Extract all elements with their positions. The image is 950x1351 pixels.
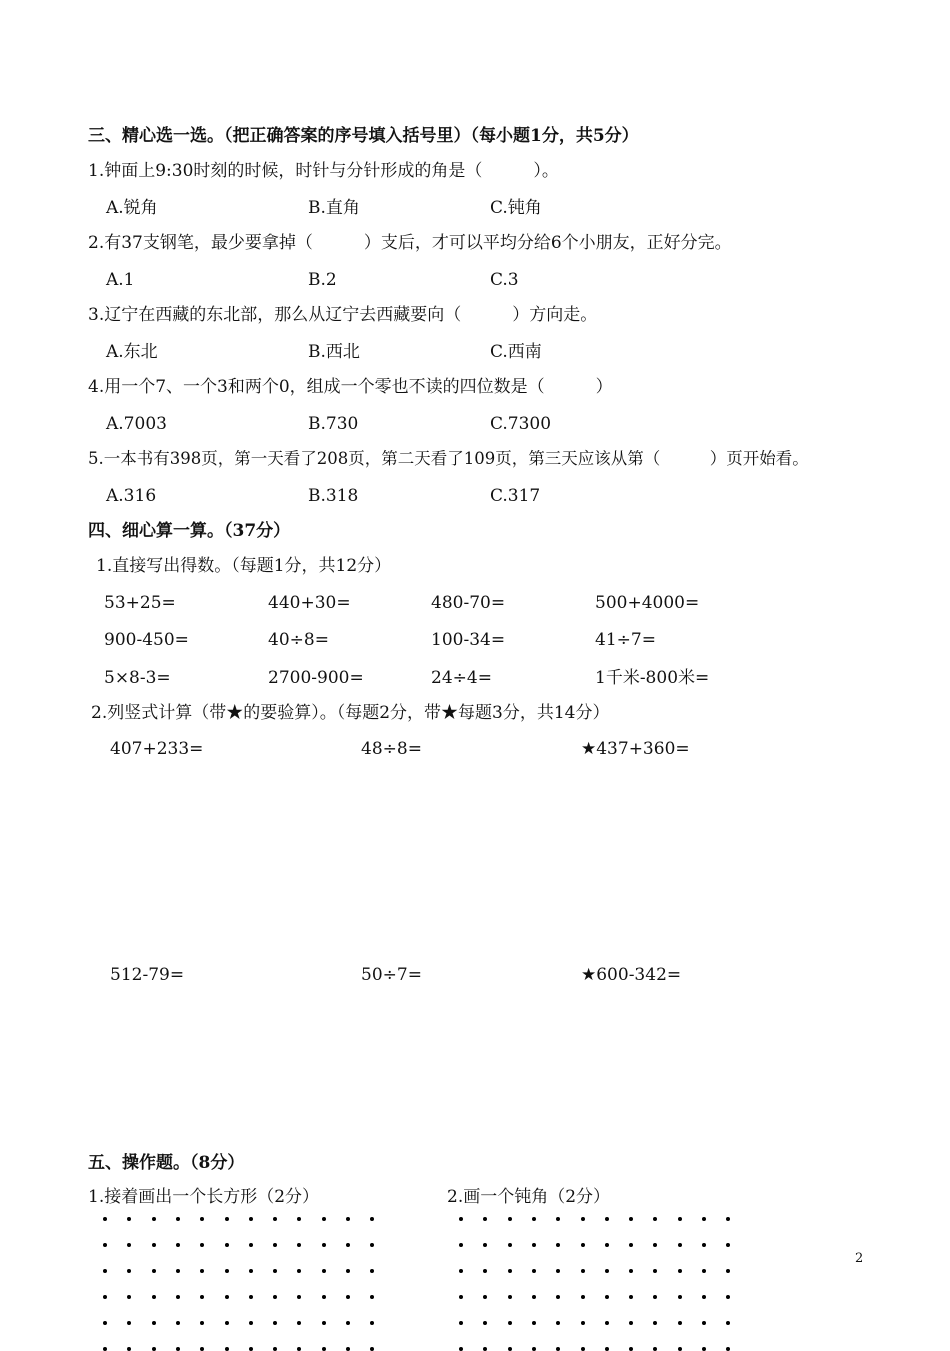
grid-dot <box>581 1321 585 1325</box>
calc-item: 500+4000= <box>595 593 700 613</box>
grid-dot <box>346 1269 350 1273</box>
q3-option-a: A.东北 <box>106 342 158 362</box>
grid-dot <box>678 1217 682 1221</box>
q1-option-b: B.直角 <box>308 198 360 218</box>
grid-dot <box>322 1269 326 1273</box>
grid-dot <box>176 1243 180 1247</box>
grid-dot <box>249 1321 253 1325</box>
grid-dot <box>103 1243 107 1247</box>
grid-dot <box>176 1217 180 1221</box>
grid-dot <box>297 1243 301 1247</box>
grid-dot <box>322 1217 326 1221</box>
grid-dot <box>297 1295 301 1299</box>
grid-dot <box>581 1347 585 1351</box>
grid-dot <box>127 1243 131 1247</box>
grid-dot <box>322 1347 326 1351</box>
grid-dot <box>678 1243 682 1247</box>
grid-dot <box>629 1269 633 1273</box>
grid-dot <box>508 1269 512 1273</box>
grid-dot <box>103 1321 107 1325</box>
grid-dot <box>322 1243 326 1247</box>
grid-dot <box>605 1217 609 1221</box>
grid-dot <box>273 1347 277 1351</box>
vertical-calc-item: 407+233= <box>110 739 204 759</box>
calc-item: 900-450= <box>104 630 189 650</box>
grid-dot <box>322 1295 326 1299</box>
grid-dot <box>249 1269 253 1273</box>
calc-item: 100-34= <box>431 630 506 650</box>
grid-dot <box>200 1295 204 1299</box>
grid-dot <box>200 1347 204 1351</box>
grid-dot <box>702 1321 706 1325</box>
grid-dot <box>103 1347 107 1351</box>
calc-item: 53+25= <box>104 593 176 613</box>
section-5-heading: 五、操作题。（8分） <box>88 1153 245 1173</box>
grid-dot <box>225 1321 229 1325</box>
q2-option-a: A.1 <box>106 270 135 290</box>
task-2-text: 2.画一个钝角（2分） <box>447 1187 611 1207</box>
grid-dot <box>605 1321 609 1325</box>
grid-dot <box>702 1295 706 1299</box>
grid-dot <box>556 1347 560 1351</box>
grid-dot <box>225 1347 229 1351</box>
grid-dot <box>459 1217 463 1221</box>
grid-dot <box>702 1217 706 1221</box>
grid-dot <box>370 1269 374 1273</box>
grid-dot <box>322 1321 326 1325</box>
grid-dot <box>605 1347 609 1351</box>
grid-dot <box>176 1321 180 1325</box>
grid-dot <box>508 1217 512 1221</box>
grid-dot <box>273 1243 277 1247</box>
grid-dot <box>483 1321 487 1325</box>
grid-dot <box>152 1295 156 1299</box>
grid-dot <box>176 1347 180 1351</box>
grid-dot <box>581 1269 585 1273</box>
grid-dot <box>605 1295 609 1299</box>
grid-dot <box>605 1243 609 1247</box>
grid-dot <box>726 1243 730 1247</box>
grid-dot <box>297 1269 301 1273</box>
grid-dot <box>200 1243 204 1247</box>
calc-item: 24÷4= <box>431 668 492 688</box>
q1-option-a: A.锐角 <box>106 198 158 218</box>
grid-dot <box>726 1295 730 1299</box>
vertical-calc-item: ★437+360= <box>581 739 690 759</box>
grid-dot <box>346 1295 350 1299</box>
grid-dot <box>483 1243 487 1247</box>
grid-dot <box>556 1321 560 1325</box>
grid-dot <box>225 1295 229 1299</box>
question-1-text: 1.钟面上9:30时刻的时候，时针与分针形成的角是（ ）。 <box>88 161 559 181</box>
section-3-heading: 三、精心选一选。（把正确答案的序号填入括号里）（每小题1分，共5分） <box>88 126 639 146</box>
grid-dot <box>127 1321 131 1325</box>
grid-dot <box>483 1347 487 1351</box>
grid-dot <box>629 1243 633 1247</box>
vertical-calc-item: 50÷7= <box>361 965 422 985</box>
grid-dot <box>508 1321 512 1325</box>
q2-option-b: B.2 <box>308 270 337 290</box>
grid-dot <box>103 1295 107 1299</box>
grid-dot <box>532 1347 536 1351</box>
question-2-text: 2.有37支钢笔，最少要拿掉（ ）支后，才可以平均分给6个小朋友，正好分完。 <box>88 233 732 253</box>
grid-dot <box>459 1347 463 1351</box>
grid-dot <box>678 1347 682 1351</box>
grid-dot <box>726 1217 730 1221</box>
grid-dot <box>532 1269 536 1273</box>
grid-dot <box>273 1321 277 1325</box>
grid-dot <box>629 1295 633 1299</box>
q5-option-b: B.318 <box>308 486 359 506</box>
grid-dot <box>152 1347 156 1351</box>
grid-dot <box>532 1321 536 1325</box>
grid-dot <box>653 1295 657 1299</box>
grid-dot <box>459 1321 463 1325</box>
grid-dot <box>370 1217 374 1221</box>
question-4-text: 4.用一个7、一个3和两个0，组成一个零也不读的四位数是（ ） <box>88 377 613 397</box>
grid-dot <box>176 1269 180 1273</box>
q4-option-b: B.730 <box>308 414 359 434</box>
grid-dot <box>249 1217 253 1221</box>
grid-dot <box>200 1269 204 1273</box>
grid-dot <box>225 1269 229 1273</box>
grid-dot <box>653 1347 657 1351</box>
grid-dot <box>297 1217 301 1221</box>
grid-dot <box>103 1269 107 1273</box>
grid-dot <box>346 1243 350 1247</box>
grid-dot <box>370 1243 374 1247</box>
grid-dot <box>127 1269 131 1273</box>
calc-item: 2700-900= <box>268 668 364 688</box>
grid-dot <box>532 1217 536 1221</box>
grid-dot <box>273 1295 277 1299</box>
grid-dot <box>678 1295 682 1299</box>
grid-dot <box>200 1217 204 1221</box>
grid-dot <box>653 1243 657 1247</box>
q5-option-c: C.317 <box>490 486 541 506</box>
grid-dot <box>581 1295 585 1299</box>
question-3-text: 3.辽宁在西藏的东北部，那么从辽宁去西藏要向（ ）方向走。 <box>88 305 598 325</box>
grid-dot <box>225 1217 229 1221</box>
vertical-calc-item: 512-79= <box>110 965 185 985</box>
grid-dot <box>152 1243 156 1247</box>
section-4-heading: 四、细心算一算。（37分） <box>88 521 291 541</box>
grid-dot <box>103 1217 107 1221</box>
grid-dot <box>127 1295 131 1299</box>
grid-dot <box>581 1243 585 1247</box>
grid-dot <box>605 1269 609 1273</box>
calc-item: 40÷8= <box>268 630 329 650</box>
q2-option-c: C.3 <box>490 270 519 290</box>
grid-dot <box>678 1269 682 1273</box>
grid-dot <box>702 1269 706 1273</box>
task-1-text: 1.接着画出一个长方形（2分） <box>88 1187 320 1207</box>
grid-dot <box>726 1269 730 1273</box>
grid-dot <box>629 1217 633 1221</box>
grid-dot <box>629 1321 633 1325</box>
grid-dot <box>556 1243 560 1247</box>
question-5-text: 5.一本书有398页，第一天看了208页，第二天看了109页，第三天应该从第（ ）页开始看。 <box>88 449 809 468</box>
grid-dot <box>346 1347 350 1351</box>
calc-item: 480-70= <box>431 593 506 613</box>
grid-dot <box>726 1347 730 1351</box>
grid-dot <box>532 1295 536 1299</box>
q1-option-c: C.钝角 <box>490 198 542 218</box>
grid-dot <box>483 1269 487 1273</box>
grid-dot <box>508 1347 512 1351</box>
grid-dot <box>249 1347 253 1351</box>
calc-item: 41÷7= <box>595 630 656 650</box>
grid-dot <box>152 1321 156 1325</box>
grid-dot <box>629 1347 633 1351</box>
grid-dot <box>726 1321 730 1325</box>
grid-dot <box>459 1269 463 1273</box>
grid-dot <box>483 1295 487 1299</box>
grid-dot <box>556 1269 560 1273</box>
grid-dot <box>127 1347 131 1351</box>
q3-option-b: B.西北 <box>308 342 360 362</box>
calc-item: 440+30= <box>268 593 351 613</box>
calc-item: 5×8-3= <box>104 668 171 688</box>
grid-dot <box>556 1295 560 1299</box>
grid-dot <box>483 1217 487 1221</box>
page-number: 2 <box>855 1251 864 1266</box>
grid-dot <box>249 1295 253 1299</box>
grid-dot <box>653 1269 657 1273</box>
grid-dot <box>225 1243 229 1247</box>
grid-dot <box>653 1217 657 1221</box>
grid-dot <box>176 1295 180 1299</box>
q4-option-a: A.7003 <box>106 414 167 434</box>
grid-dot <box>249 1243 253 1247</box>
calc-item: 1千米-800米= <box>595 668 710 688</box>
grid-dot <box>273 1217 277 1221</box>
grid-dot <box>459 1295 463 1299</box>
grid-dot <box>459 1243 463 1247</box>
grid-dot <box>556 1217 560 1221</box>
part-2-title: 2.列竖式计算（带★的要验算）。（每题2分，带★每题3分，共14分） <box>91 703 610 723</box>
vertical-calc-item: ★600-342= <box>581 965 682 985</box>
grid-dot <box>508 1243 512 1247</box>
q4-option-c: C.7300 <box>490 414 552 434</box>
grid-dot <box>370 1347 374 1351</box>
grid-dot <box>508 1295 512 1299</box>
q5-option-a: A.316 <box>106 486 157 506</box>
grid-dot <box>702 1243 706 1247</box>
grid-dot <box>532 1243 536 1247</box>
grid-dot <box>273 1269 277 1273</box>
grid-dot <box>297 1347 301 1351</box>
grid-dot <box>346 1321 350 1325</box>
grid-dot <box>152 1269 156 1273</box>
grid-dot <box>127 1217 131 1221</box>
grid-dot <box>370 1295 374 1299</box>
part-1-title: 1.直接写出得数。（每题1分，共12分） <box>96 556 392 576</box>
grid-dot <box>678 1321 682 1325</box>
grid-dot <box>702 1347 706 1351</box>
grid-dot <box>370 1321 374 1325</box>
grid-dot <box>297 1321 301 1325</box>
grid-dot <box>152 1217 156 1221</box>
vertical-calc-item: 48÷8= <box>361 739 422 759</box>
grid-dot <box>653 1321 657 1325</box>
q3-option-c: C.西南 <box>490 342 542 362</box>
grid-dot <box>200 1321 204 1325</box>
grid-dot <box>581 1217 585 1221</box>
grid-dot <box>346 1217 350 1221</box>
